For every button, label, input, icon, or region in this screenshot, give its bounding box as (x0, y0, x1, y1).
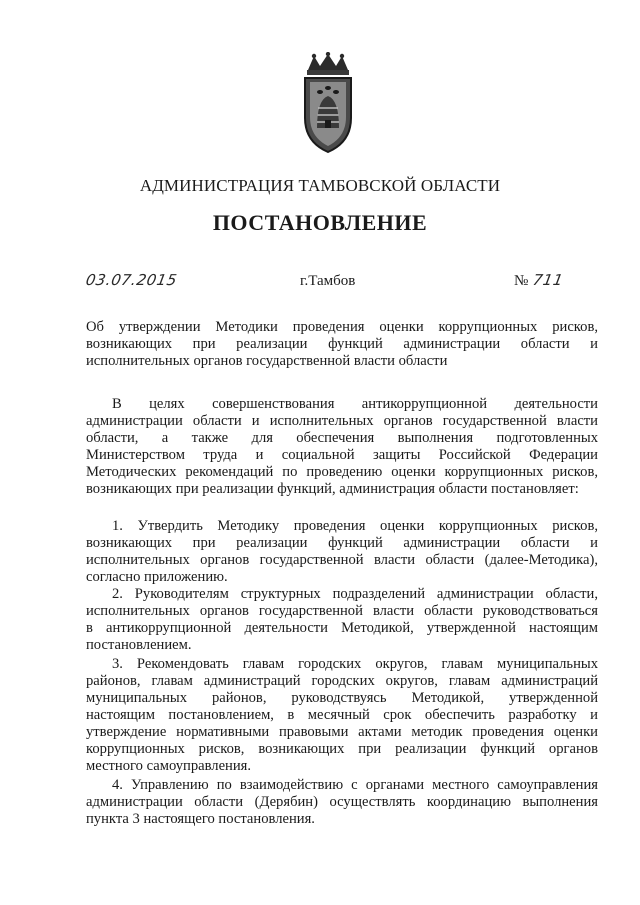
item1-line: возникающих при реализации функций администрации области и (86, 535, 598, 551)
handwritten-number: 711 (531, 271, 565, 289)
number-label: № (514, 273, 529, 289)
document-type-title: ПОСТАНОВЛЕНИЕ (212, 210, 428, 235)
item2-line: 2. Руководителям структурных подразделений администрации области, (112, 586, 598, 602)
coat-of-arms-emblem (300, 52, 356, 156)
preamble-line: В целях совершенствования антикоррупционной деятельности (112, 396, 598, 412)
item4-line: 4. Управлению по взаимодействию с органами местного самоуправления (112, 777, 598, 793)
item1-line: исполнительных органов государственной власти области (далее-Методика), (86, 552, 598, 568)
title-line: возникающих при реализации функций администрации области и (86, 336, 598, 352)
item2-line: в антикоррупционной деятельности Методикой, утвержденной настоящим (86, 620, 598, 636)
item3-line: настоящим постановлением, в месячный срок обеспечить разработку и (86, 707, 598, 723)
item1-line: согласно приложению. (86, 569, 228, 585)
item3-line: коррупционных рисков, возникающих при реализации функций органов (86, 741, 598, 757)
item2-line: постановлением. (86, 637, 192, 653)
city-name: г.Тамбов (300, 273, 356, 289)
item4-line: администрации области (Дерябин) осуществлять координацию выполнения (86, 794, 598, 810)
preamble-line: возникающих при реализации функций, администрация области постановляет: (86, 481, 579, 497)
preamble-line: Методических рекомендаций по проведению оценки коррупционных рисков, (86, 464, 598, 480)
item1-line: 1. Утвердить Методику проведения оценки коррупционных рисков, (112, 518, 598, 534)
handwritten-date: 03.07.2015 (84, 271, 179, 289)
title-line: Об утверждении Методики проведения оценки коррупционных рисков, (86, 319, 598, 335)
preamble-line: Министерством труда и социальной защиты Российской Федерации (86, 447, 598, 463)
title-line: исполнительных органов государственной власти области (86, 353, 448, 369)
preamble-line: администрации области и исполнительных органов государственной власти (86, 413, 598, 429)
item3-line: районов, главам администраций городских округов, главам администраций (86, 673, 598, 689)
item3-line: утверждение нормативными правовыми актами методик проведения оценки (86, 724, 598, 740)
preamble-line: области, а также для обеспечения выполнения подготовленных (86, 430, 598, 446)
item3-line: муниципальных районов, руководствуясь Методикой, утвержденной (86, 690, 598, 706)
organization-name: АДМИНИСТРАЦИЯ ТАМБОВСКОЙ ОБЛАСТИ (139, 176, 501, 195)
item2-line: исполнительных органов государственной власти области руководствоваться (86, 603, 598, 619)
item3-line: местного самоуправления. (86, 758, 252, 774)
item3-line: 3. Рекомендовать главам городских округов, главам муниципальных (112, 656, 598, 672)
item4-line: пункта 3 настоящего постановления. (86, 811, 315, 827)
